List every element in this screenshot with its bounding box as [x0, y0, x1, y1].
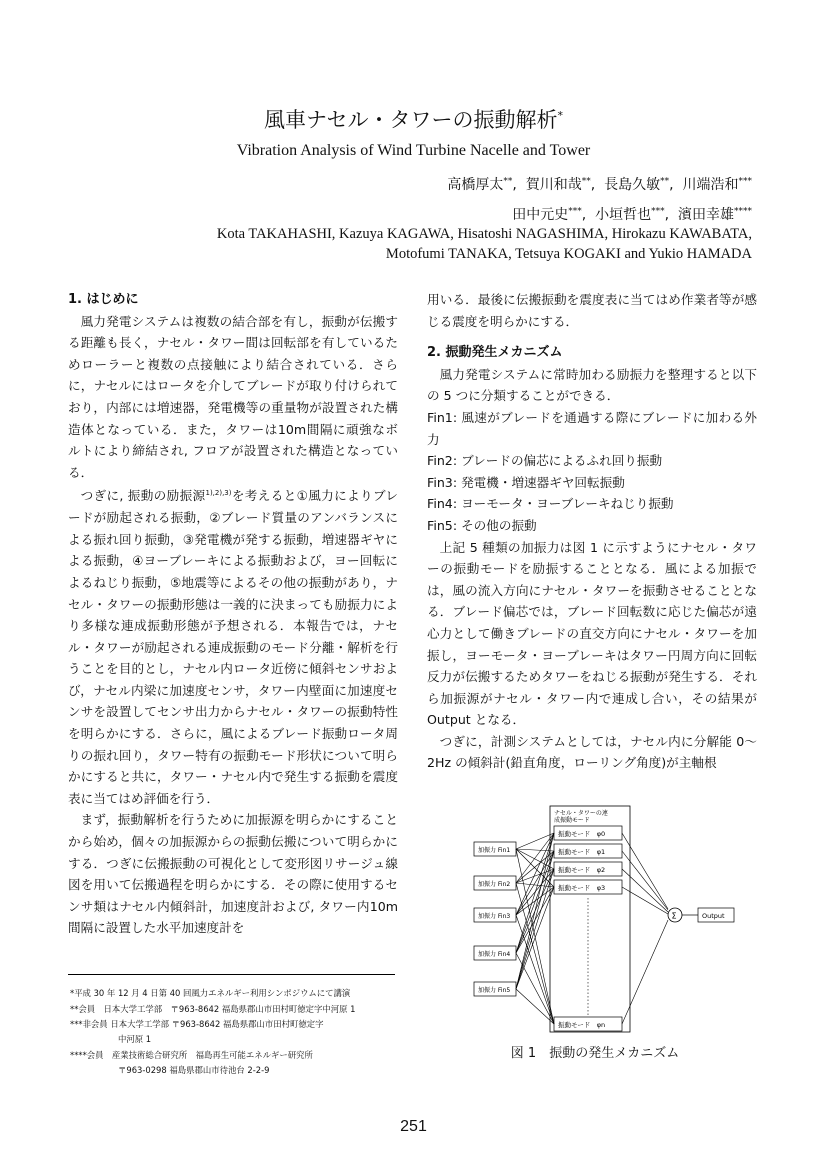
input-label: 加振力 Fin5 — [478, 987, 511, 994]
footnote: 〒963-0298 福島県郡山市待池台 2-2-9 — [118, 1065, 270, 1075]
output-label: Output — [702, 912, 725, 920]
mode-group-label: 成振動モード — [554, 817, 590, 824]
input-label: 加振力 Fin3 — [478, 913, 511, 920]
figure-vibration-mechanism — [470, 800, 750, 1040]
section-heading: 2. 振動発生メカニズム — [427, 345, 563, 361]
footnote: *平成 30 年 12 月 4 日第 40 回風力エネルギー利用シンポジウムにて講演 — [70, 988, 351, 998]
sum-symbol: Σ — [671, 911, 677, 921]
paragraph: 風力発電システムに常時加わる励振力を整理すると以下の 5 つに分類することができる． — [427, 366, 757, 404]
mode-label: 振動モード φn — [558, 1021, 606, 1029]
input-label: 加振力 Fin2 — [478, 881, 511, 888]
left-column — [68, 289, 398, 939]
section-heading: 1. はじめに — [68, 292, 139, 307]
mode-label: 振動モード φ3 — [558, 884, 606, 892]
input-mode-links — [516, 833, 554, 1024]
authors-jp-line2: 田中元史***, 小垣哲也***, 濱田幸雄**** — [512, 206, 752, 223]
paper-title: 風車ナセル・タワーの振動解析* — [263, 108, 564, 132]
authors-jp-line1: 高橋厚太**, 賀川和哉**, 長島久敏**, 川端浩和*** — [447, 176, 752, 193]
mode-label: 振動モード φ2 — [558, 866, 606, 874]
paper-subtitle: Vibration Analysis of Wind Turbine Nacelle and Tower — [236, 142, 591, 159]
list-item: Fin4: ヨーモータ・ヨーブレーキねじり振動 — [427, 496, 674, 512]
footnote: **会員 日本大学工学部 〒963-8642 福島県郡山市田村町徳定字中河原 1 — [70, 1004, 356, 1014]
mode-sum-links — [622, 833, 668, 1024]
paragraph: 上記 5 種類の加振力は図 1 に示すようにナセル・タワーの振動モードを励振することとなる．風による加振では，風の流入方向にナセル・タワーを振動させることとなる．ブレード偏芯では，ブレード回転数に応じた偏芯が遠心力として働きブレードの直交方向にナセル・タワーを加振し，ヨーモータ・ヨーブレーキはタワー円周方向に回転反力が伝搬するためタワーをねじる振動が発生する．それら加振源がナセル・タワー内で連成し合い，その結果が Output となる． — [427, 539, 757, 728]
mode-label: 振動モード φ0 — [558, 830, 606, 838]
footnote: 中河原 1 — [118, 1034, 152, 1044]
footnote: ****会員 産業技術総合研究所 福島再生可能エネルギー研究所 — [70, 1050, 313, 1060]
list-item: Fin3: 発電機・増速器ギヤ回転振動 — [427, 474, 625, 490]
input-label: 加振力 Fin4 — [478, 951, 511, 958]
list-item: Fin5: その他の振動 — [427, 517, 537, 533]
paragraph: 風力発電システムは複数の結合部を有し，振動が伝搬する距離も長く，ナセル・タワー間は回転部を有しているためローラーと複数の点接触により結合されている．さらに，ナセルにはロータを介してブレードが取り付けられており，内部には増速器，発電機等の重量物が設置された構造体となっている．また，タワーは10m間隔に頑強なボルトにより締結され, フロアが設置された構造となっている． — [68, 313, 398, 480]
paragraph: 用いる．最後に伝搬振動を震度表に当てはめ作業者等が感じる震度を明らかにする． — [427, 292, 757, 329]
paragraph: まず，振動解析を行うために加振源を明らかにすることから始め，個々の加振源からの振動伝搬について明らかにする．つぎに伝搬振動の可視化として変形図リサージュ線図を用いて伝搬過程を明らかにする．その際に使用するセンサ類はナセル内傾斜計，加速度計および, タワー内10m間隔に設置した水平加速度計を — [68, 812, 398, 936]
mode-group-label: ナセル・タワーの連 — [554, 810, 608, 817]
figure-caption: 図 1 振動の発生メカニズム — [510, 1046, 680, 1061]
reference-mark: 1),2),3) — [205, 489, 232, 498]
paragraph: つぎに，計測システムとしては，ナセル内に分解能 0～2Hz の傾斜計(鉛直角度，ローリング角度)が主軸根 — [427, 733, 757, 771]
authors-en-line2: Motofumi TANAKA, Tetsuya KOGAKI and Yukio HAMADA — [385, 246, 752, 262]
input-label: 加振力 Fin1 — [478, 847, 511, 854]
footnote: ***非会員 日本大学工学部 〒963-8642 福島県郡山市田村町徳定字 — [70, 1019, 324, 1029]
right-column — [427, 289, 757, 774]
list-item: Fin1: 風速がブレードを通過する際にブレードに加わる外力 — [427, 409, 757, 447]
page-number: 251 — [400, 1118, 427, 1135]
authors-en-line1: Kota TAKAHASHI, Kazuya KAGAWA, Hisatoshi NAGASHIMA, Hirokazu KAWABATA, — [216, 226, 752, 242]
mode-label: 振動モード φ1 — [558, 848, 606, 856]
paragraph: つぎに, 振動の励振源$^{1),2),3)}$を考えると①風力によりブレードが励起される振動，②ブレード質量のアンバランスによる振れ回り振動，③発電機が発する振動，増速器ギヤによる振動，④ヨーブレーキによる振動および，ヨー回転によるねじり振動，⑤地震等によるその他の振動があり，ナセル・タワーの振動形態は一義的に決まっても励振力により多様な連成振動形態が予想される．本報告では，ナセル・タワーが励起される連成振動のモード分離・解析を行うことを目的とし，ナセル内ロータ近傍に傾斜センサおよび，ナセル内梁に加速度センサ，タワー内壁面に加速度センサを設置してセンサ出力からナセル・タワーの振動特性を明らかにする．さらに，風によるブレード振動ロータ周りの振れ回り，タワー特有の振動モード形状について明らかにすると共に，タワー・ナセル内で発生する振動を震度表に当てはめ評価を行う． — [68, 488, 398, 806]
list-item: Fin2: ブレードの偏芯によるふれ回り振動 — [427, 453, 663, 469]
footnote-rule — [68, 974, 395, 975]
